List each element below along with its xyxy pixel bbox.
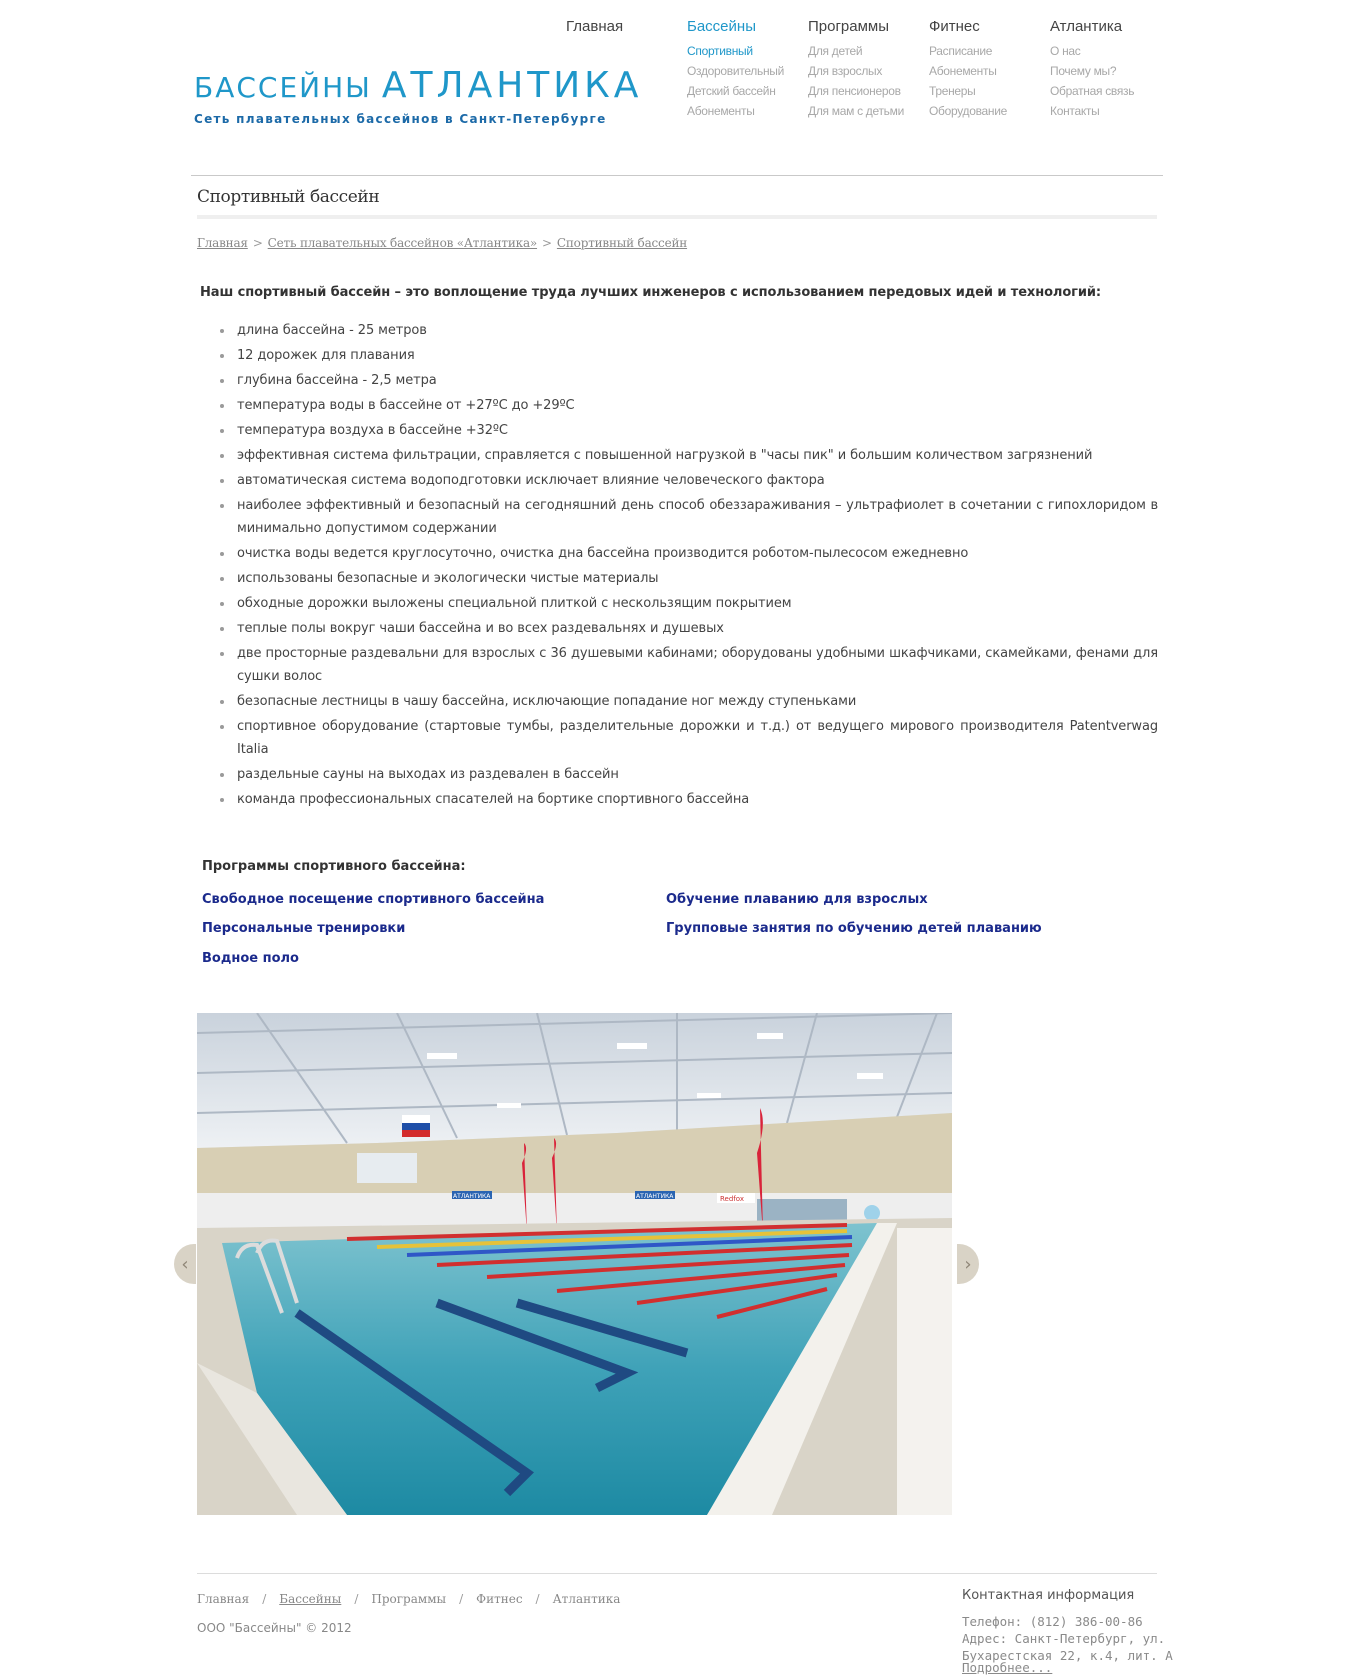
list-item: автоматическая система водоподготовки исключает влияние человеческого фактора — [216, 469, 1158, 492]
breadcrumb — [197, 236, 687, 250]
nav-item-programs[interactable]: Программы — [808, 18, 890, 35]
page-title: Спортивный бассейн — [197, 187, 380, 207]
footer-link-programs[interactable]: Программы — [371, 1592, 447, 1606]
list-item: температура воздуха в бассейне +32ºС — [216, 419, 1158, 442]
breadcrumb-separator: > — [542, 236, 552, 250]
program-link-water-polo[interactable]: Водное поло — [202, 951, 299, 966]
features-list — [216, 319, 1158, 813]
list-item: раздельные сауны на выходах из раздевален в бассейн — [216, 763, 1158, 786]
contact-phone: Телефон: (812) 386-00-86 — [962, 1614, 1143, 1629]
footer-link-atlantika[interactable]: Атлантика — [552, 1592, 621, 1606]
contact-heading: Контактная информация — [962, 1588, 1135, 1603]
list-item: длина бассейна - 25 метров — [216, 319, 1158, 342]
nav-item-fitness[interactable]: Фитнес — [929, 18, 980, 35]
nav-sub-health-pool[interactable]: Оздоровительный — [687, 64, 785, 78]
site-logo[interactable] — [194, 65, 643, 126]
footer-divider — [197, 1573, 1157, 1574]
breadcrumb-separator: > — [252, 236, 263, 250]
list-item: спортивное оборудование (стартовые тумбы, разделительные дорожки и т.д.) от ведущего мирового производителя Patentverwag Italia — [216, 715, 1158, 761]
nav-sub-about[interactable]: О нас — [1050, 44, 1081, 58]
program-link-personal-training[interactable]: Персональные тренировки — [202, 921, 406, 936]
footer-separator: / — [354, 1592, 359, 1606]
logo-title-part2: АТЛАНТИКА — [381, 65, 643, 106]
nav-sub-contacts[interactable]: Контакты — [1050, 104, 1100, 118]
list-item: команда профессиональных спасателей на бортике спортивного бассейна — [216, 788, 1158, 811]
nav-sub-schedule[interactable]: Расписание — [929, 44, 993, 58]
nav-column-pools — [687, 18, 784, 121]
nav-sub-for-seniors[interactable]: Для пенсионеров — [808, 84, 901, 98]
photo-sponsor-text: Redfox — [720, 1195, 744, 1203]
logo-subtitle: Сеть плавательных бассейнов в Санкт-Петербурге — [194, 112, 607, 126]
nav-item-pools[interactable]: Бассейны — [687, 18, 756, 35]
pool-illustration — [197, 1013, 952, 1515]
list-item: теплые полы вокруг чаши бассейна и во всех раздевальнях и душевых — [216, 617, 1158, 640]
nav-sub-why-us[interactable]: Почему мы? — [1050, 64, 1117, 78]
programs-heading: Программы спортивного бассейна: — [202, 859, 466, 874]
contact-more-link[interactable]: Подробнее... — [962, 1660, 1053, 1675]
nav-sub-kids-pool[interactable]: Детский бассейн — [687, 84, 776, 98]
contact-address-line1: Адрес: Санкт-Петербург, ул. — [962, 1631, 1166, 1646]
nav-sub-equipment[interactable]: Оборудование — [929, 104, 1008, 118]
nav-sub-for-kids[interactable]: Для детей — [808, 44, 863, 58]
footer-link-fitness[interactable]: Фитнес — [476, 1592, 523, 1606]
nav-column-programs — [808, 18, 904, 121]
nav-sub-for-moms[interactable]: Для мам с детьми — [808, 104, 904, 118]
nav-sub-fitness-subscriptions[interactable]: Абонементы — [929, 64, 997, 78]
intro-text: Наш спортивный бассейн – это воплощение труда лучших инженеров с использованием передовых идей и технологий: — [200, 285, 1101, 300]
list-item: температура воды в бассейне от +27ºС до +29ºС — [216, 394, 1158, 417]
nav-column-atlantika — [1050, 18, 1134, 121]
footer-nav — [197, 1592, 620, 1606]
breadcrumb-current[interactable]: Спортивный бассейн — [556, 236, 688, 250]
nav-column-fitness — [929, 18, 1007, 121]
nav-sub-feedback[interactable]: Обратная связь — [1050, 84, 1135, 98]
breadcrumb-home[interactable]: Главная — [197, 236, 248, 250]
contact-more-wrapper — [962, 1660, 1052, 1675]
program-link-adult-lessons[interactable]: Обучение плаванию для взрослых — [666, 892, 928, 907]
list-item: глубина бассейна - 2,5 метра — [216, 369, 1158, 392]
list-item: использованы безопасные и экологически чистые материалы — [216, 567, 1158, 590]
footer-link-home[interactable]: Главная — [197, 1592, 250, 1606]
nav-sub-trainers[interactable]: Тренеры — [929, 84, 976, 98]
chevron-right-icon: › — [964, 1253, 972, 1275]
logo-title-part1: БАССЕЙНЫ — [194, 71, 372, 104]
photo-banner-text: АТЛАНТИКА — [636, 1193, 674, 1200]
pool-photo — [197, 1013, 952, 1515]
footer-separator: / — [459, 1592, 464, 1606]
logo-title — [194, 65, 643, 110]
list-item: обходные дорожки выложены специальной плиткой с нескользящим покрытием — [216, 592, 1158, 615]
list-item: безопасные лестницы в чашу бассейна, исключающие попадание ног между ступеньками — [216, 690, 1158, 713]
copyright: ООО "Бассейны" © 2012 — [197, 1621, 352, 1635]
photo-banner-text: АТЛАНТИКА — [453, 1193, 491, 1200]
footer-separator: / — [262, 1592, 267, 1606]
title-underline — [197, 215, 1157, 219]
contact-address-line2: Бухарестская 22, к.4, лит. А — [962, 1648, 1173, 1663]
nav-sub-sport-pool[interactable]: Спортивный — [687, 44, 753, 58]
slider-prev-button[interactable] — [174, 1244, 196, 1284]
list-item: две просторные раздевальни для взрослых с 36 душевыми кабинами; оборудованы удобными шкафчиками, скамейками, фенами для сушки волос — [216, 642, 1158, 688]
nav-item-home[interactable]: Главная — [566, 18, 624, 35]
header-divider — [191, 175, 1163, 176]
footer-separator: / — [535, 1592, 540, 1606]
nav-sub-pool-subscriptions[interactable]: Абонементы — [687, 104, 755, 118]
list-item: 12 дорожек для плавания — [216, 344, 1158, 367]
program-link-free-visit[interactable]: Свободное посещение спортивного бассейна — [202, 892, 545, 907]
chevron-left-icon: ‹ — [181, 1253, 189, 1275]
list-item: эффективная система фильтрации, справляется с повышенной нагрузкой в "часы пик" и большим количеством загрязнений — [216, 444, 1158, 467]
nav-item-atlantika[interactable]: Атлантика — [1050, 18, 1123, 35]
breadcrumb-network[interactable]: Сеть плавательных бассейнов «Атлантика» — [267, 236, 538, 250]
program-link-kids-group[interactable]: Групповые занятия по обучению детей плаванию — [666, 921, 1042, 936]
footer-link-pools[interactable]: Бассейны — [279, 1592, 342, 1606]
nav-column-home — [566, 18, 623, 41]
list-item: очистка воды ведется круглосуточно, очистка дна бассейна производится роботом-пылесосом ежедневно — [216, 542, 1158, 565]
nav-sub-for-adults[interactable]: Для взрослых — [808, 64, 883, 78]
slider-next-button[interactable] — [957, 1244, 979, 1284]
list-item: наиболее эффективный и безопасный на сегодняшний день способ обеззараживания – ультрафиолет в сочетании с гипохлоридом в минимально допустимом содержании — [216, 494, 1158, 540]
